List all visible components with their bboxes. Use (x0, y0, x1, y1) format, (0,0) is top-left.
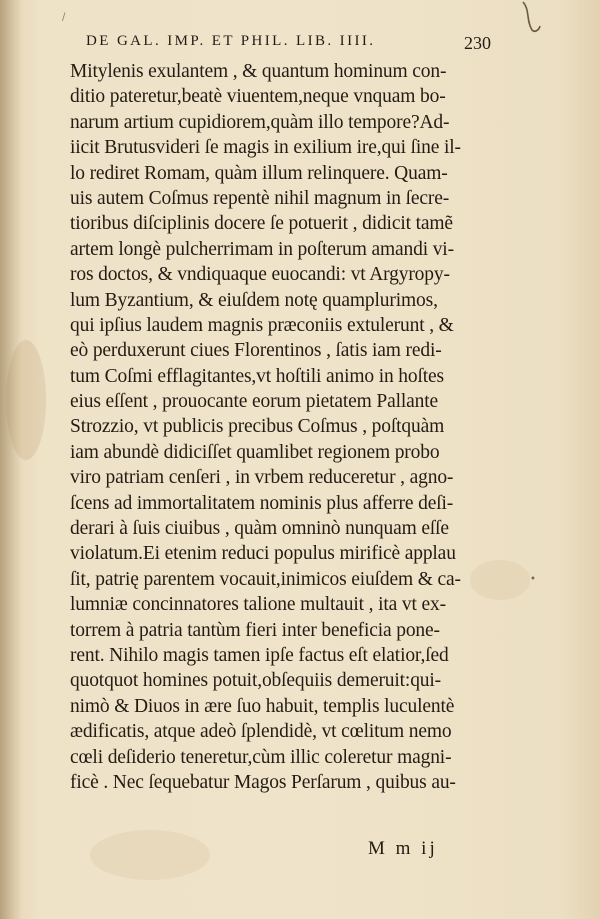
text-line: ſcens ad immortalitatem nominis plus afferre deſi- (70, 492, 454, 514)
body-text (70, 59, 500, 795)
text-line: ædificatis, atque adeò ſplendidè, vt cœlitum nemo (70, 721, 452, 743)
text-line: iicit Brutusvideri ſe magis in exilium ire,qui ſine il- (70, 137, 461, 159)
signature-mark: M m ij (368, 838, 438, 859)
margin-tick-icon: / (62, 12, 66, 23)
text-line: cœli deſiderio teneretur,cùm illic coleretur magni- (70, 746, 452, 768)
page-corner-fold-icon (520, 0, 542, 34)
margin-dot-icon: • (530, 574, 536, 585)
text-line: iam abundè didiciſſet quamlibet regionem probo (70, 441, 440, 463)
paper-stain (6, 340, 46, 460)
text-line: ſit, patrię parentem vocauit,inimicos eiuſdem & ca- (70, 568, 461, 590)
text-line: ditio pateretur,beatè viuentem,neque vnquam bo- (70, 86, 446, 108)
text-line: artem longè pulcherrimam in poſterum amandi vi- (70, 238, 454, 260)
text-line: eò perduxerunt ciues Florentinos , ſatis iam redi- (70, 340, 442, 362)
text-line: qui ipſius laudem magnis præconiis extulerunt , & (70, 314, 454, 336)
text-line: violatum.Ei etenim reduci populus mirificè applau (70, 543, 456, 565)
text-line: lo rediret Romam, quàm illum relinquere. Quam- (70, 162, 448, 184)
text-line: uis autem Coſmus repentè nihil magnum in ſecre- (70, 187, 450, 209)
text-line: torrem à patria tantùm fieri inter beneficia pone- (70, 619, 440, 641)
text-line: lum Byzantium, & eiuſdem notę quamplurimos, (70, 289, 438, 311)
text-line: lumniæ concinnatores talione multauit , ita vt ex- (70, 594, 446, 616)
text-line: viro patriam cenſeri , in vrbem reduceretur , agno- (70, 467, 454, 489)
text-line: tioribus diſciplinis docere ſe potuerit , didicit tamẽ (70, 213, 453, 235)
text-line: quotquot homines potuit,obſequiis demeruit:qui- (70, 670, 442, 692)
text-line: ros doctos, & vndiquaque euocandi: vt Argyropy- (70, 264, 450, 286)
text-line: Strozzio, vt publicis precibus Coſmus , poſtquàm (70, 416, 445, 438)
text-line: derari à ſuis ciuibus , quàm omninò nunquam eſſe (70, 518, 449, 540)
text-line: narum artium cupidiorem,quàm illo tempore?Ad- (70, 111, 450, 133)
text-line: Mitylenis exulantem , & quantum hominum con- (70, 61, 447, 82)
page-number: 230 (464, 33, 491, 53)
gutter-shadow (0, 0, 22, 919)
running-head: DE GAL. IMP. ET PHIL. LIB. IIII. (86, 33, 376, 49)
text-line: nimò & Diuos in ære ſuo habuit, templis luculentè (70, 695, 455, 717)
text-line: rent. Nihilo magis tamen ipſe factus eſt elatior,ſed (70, 644, 449, 666)
text-line: eius eſſent , prouocante eorum pietatem Pallante (70, 391, 439, 413)
text-line: ficè . Nec ſequebatur Magos Perſarum , quibus au- (70, 771, 456, 793)
paper-stain (90, 830, 210, 880)
text-line: tum Coſmi efflagitantes,vt hoſtili animo in hoſtes (70, 365, 444, 387)
